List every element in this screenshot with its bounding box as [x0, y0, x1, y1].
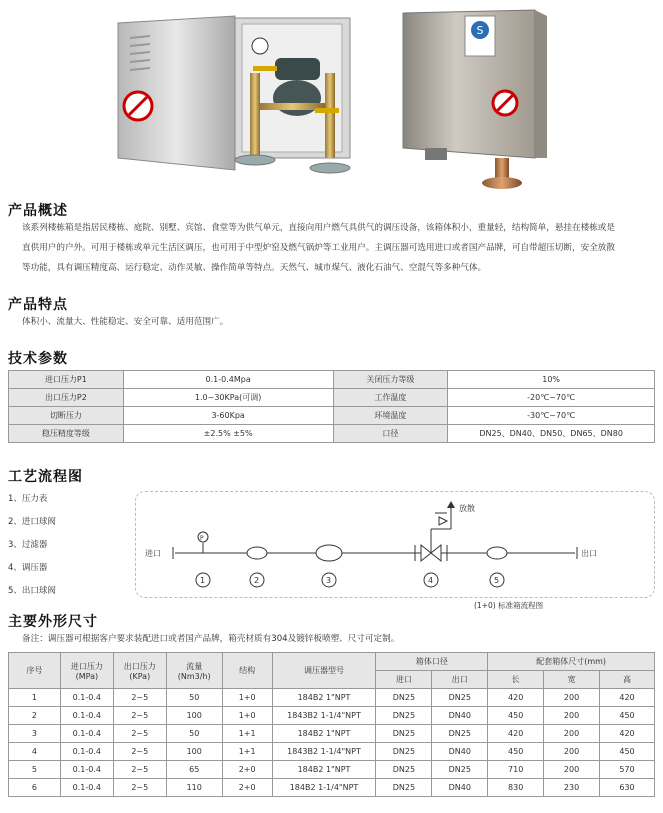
table-cell: 0.1-0.4 — [60, 725, 113, 743]
spec-value: 1.0~30KPa(可调) — [123, 389, 333, 407]
table-cell: 420 — [600, 689, 655, 707]
table-cell: 200 — [544, 707, 600, 725]
spec-label: 口径 — [333, 425, 448, 443]
table-cell: 110 — [166, 779, 222, 797]
table-cell: 450 — [600, 707, 655, 725]
col-header-port: 箱体口径 — [376, 653, 488, 671]
spec-label: 出口压力P2 — [9, 389, 124, 407]
flow-num: 2 — [254, 576, 260, 585]
table-row — [9, 743, 655, 761]
col-header-height: 高 — [600, 671, 655, 689]
spec-value: ±2.5% ±5% — [123, 425, 333, 443]
flow-vent-label: 放散 — [459, 504, 475, 513]
table-cell: 2~5 — [113, 707, 166, 725]
col-header-flow: 流量 (Nm3/h) — [166, 653, 222, 689]
table-cell: 100 — [166, 743, 222, 761]
col-header-outlet-pressure: 出口压力 (KPa) — [113, 653, 166, 689]
flow-num: 1 — [200, 576, 206, 585]
table-cell: DN25 — [432, 761, 488, 779]
table-cell: 420 — [488, 725, 544, 743]
spec-value: DN25、DN40、DN50、DN65、DN80 — [448, 425, 655, 443]
col-header-size: 配套箱体尺寸(mm) — [488, 653, 655, 671]
closed-cabinet-photo — [395, 8, 555, 193]
flow-inlet-label: 进口 — [145, 549, 161, 558]
table-cell: 2+0 — [222, 779, 272, 797]
features-text: 体积小、流量大、性能稳定、安全可靠、适用范围广。 — [22, 317, 229, 327]
overview-line: 该系列楼栋箱是指居民楼栋、庭院、别墅、宾馆、食堂等为供气单元，直接向用户燃气具供气的调压设备，该箱体积小，重量轻，结构简单，悬挂在楼栋或是 — [22, 223, 615, 233]
col-header-port-in: 进口 — [376, 671, 432, 689]
table-cell: 450 — [488, 743, 544, 761]
table-cell: 2~5 — [113, 761, 166, 779]
specs-title: 技术参数 — [8, 351, 68, 367]
specs-table — [8, 370, 655, 443]
table-cell: 200 — [544, 725, 600, 743]
gauge-symbol: P — [200, 535, 204, 542]
table-cell: DN25 — [432, 725, 488, 743]
col-header-inlet-pressure: 进口压力 (MPa) — [60, 653, 113, 689]
table-row — [9, 389, 655, 407]
flow-num: 4 — [428, 576, 434, 585]
table-cell: 450 — [600, 743, 655, 761]
features-title: 产品特点 — [8, 297, 68, 313]
col-header-model: 调压器型号 — [272, 653, 376, 689]
table-cell: 200 — [544, 689, 600, 707]
table-cell: DN40 — [432, 779, 488, 797]
spec-value: 10% — [448, 371, 655, 389]
table-cell: 184B2 1"NPT — [272, 725, 376, 743]
open-cabinet-photo — [110, 8, 360, 183]
table-row — [9, 779, 655, 797]
table-cell: 0.1-0.4 — [60, 779, 113, 797]
legend-item: 2、进口球阀 — [8, 517, 56, 527]
table-cell: 50 — [166, 725, 222, 743]
table-cell: 184B2 1"NPT — [272, 761, 376, 779]
legend-item: 4、调压器 — [8, 563, 48, 573]
spec-label: 进口压力P1 — [9, 371, 124, 389]
table-cell: DN25 — [376, 779, 432, 797]
table-row — [9, 407, 655, 425]
flow-caption: (1+0) 标准箱流程图 — [474, 601, 544, 610]
table-cell: 184B2 1"NPT — [272, 689, 376, 707]
col-header-structure: 结构 — [222, 653, 272, 689]
spec-value: 0.1-0.4Mpa — [123, 371, 333, 389]
table-cell: DN25 — [376, 743, 432, 761]
table-cell: 1+0 — [222, 707, 272, 725]
table-cell: DN25 — [376, 689, 432, 707]
table-cell: 710 — [488, 761, 544, 779]
spec-value: -30℃~70℃ — [448, 407, 655, 425]
table-cell: 1 — [9, 689, 61, 707]
table-cell: 65 — [166, 761, 222, 779]
table-cell: 2~5 — [113, 743, 166, 761]
table-cell: 3 — [9, 725, 61, 743]
table-cell: DN25 — [432, 689, 488, 707]
flow-num: 3 — [326, 576, 332, 585]
overview-title: 产品概述 — [8, 203, 68, 219]
table-cell: 1+1 — [222, 743, 272, 761]
table-cell: 0.1-0.4 — [60, 689, 113, 707]
table-cell: DN40 — [432, 707, 488, 725]
table-cell: 230 — [544, 779, 600, 797]
table-row — [9, 425, 655, 443]
table-cell: 2+0 — [222, 761, 272, 779]
table-row — [9, 689, 655, 707]
spec-label: 切断压力 — [9, 407, 124, 425]
table-cell: 2~5 — [113, 725, 166, 743]
table-cell: 200 — [544, 761, 600, 779]
table-cell: 100 — [166, 707, 222, 725]
col-header-no: 序号 — [9, 653, 61, 689]
table-cell: 200 — [544, 743, 600, 761]
spec-label: 环境温度 — [333, 407, 448, 425]
table-cell: 450 — [488, 707, 544, 725]
table-cell: 1+1 — [222, 725, 272, 743]
table-cell: 830 — [488, 779, 544, 797]
legend-item: 5、出口球阀 — [8, 586, 56, 596]
dimensions-title: 主要外形尺寸 — [8, 614, 98, 630]
table-cell: 1843B2 1-1/4"NPT — [272, 707, 376, 725]
spec-label: 稳压精度等级 — [9, 425, 124, 443]
dimensions-note: 备注：调压器可根据客户要求装配进口或者国产品牌，箱壳材质有304及镀锌板喷塑、尺寸可定制。 — [22, 634, 400, 644]
table-cell: DN25 — [376, 761, 432, 779]
table-cell: DN40 — [432, 743, 488, 761]
overview-text — [22, 218, 657, 278]
table-cell: 1843B2 1-1/4"NPT — [272, 743, 376, 761]
svg-text:S: S — [476, 24, 484, 37]
table-cell: 0.1-0.4 — [60, 761, 113, 779]
flow-num: 5 — [494, 576, 500, 585]
table-row — [9, 707, 655, 725]
table-cell: 630 — [600, 779, 655, 797]
table-cell: 184B2 1-1/4"NPT — [272, 779, 376, 797]
table-cell: 1+0 — [222, 689, 272, 707]
table-cell: 4 — [9, 743, 61, 761]
table-cell: DN25 — [376, 725, 432, 743]
table-row — [9, 761, 655, 779]
col-header-length: 长 — [488, 671, 544, 689]
table-cell: 0.1-0.4 — [60, 707, 113, 725]
flow-diagram — [135, 491, 653, 596]
table-row — [9, 725, 655, 743]
legend-item: 1、压力表 — [8, 494, 48, 504]
table-cell: 2 — [9, 707, 61, 725]
spec-label: 关闭压力等级 — [333, 371, 448, 389]
spec-value: 3-60Kpa — [123, 407, 333, 425]
table-cell: 6 — [9, 779, 61, 797]
spec-label: 工作温度 — [333, 389, 448, 407]
table-cell: 2~5 — [113, 689, 166, 707]
flow-outlet-label: 出口 — [581, 549, 597, 558]
table-cell: 5 — [9, 761, 61, 779]
table-cell: 420 — [488, 689, 544, 707]
table-cell: 420 — [600, 725, 655, 743]
dimensions-table — [8, 652, 655, 797]
table-row — [9, 371, 655, 389]
vent-arrow-icon — [447, 501, 455, 508]
table-cell: 2~5 — [113, 779, 166, 797]
table-cell: 0.1-0.4 — [60, 743, 113, 761]
table-header-row — [9, 653, 655, 671]
table-cell: 570 — [600, 761, 655, 779]
legend-item: 3、过滤器 — [8, 540, 48, 550]
table-cell: 50 — [166, 689, 222, 707]
process-title: 工艺流程图 — [8, 469, 83, 485]
overview-line: 直供用户的户外。可用于楼栋或单元生活区调压，也可用于中型炉窑及燃气锅炉等工业用户。主调压器可选用进口或者国产品牌，可自带超压切断，安全放散 — [22, 243, 615, 253]
overview-line: 等功能，具有调压精度高、运行稳定、动作灵敏、操作简单等特点。天然气、城市煤气、液化石油气、空混气等多种气体。 — [22, 263, 487, 273]
col-header-width: 宽 — [544, 671, 600, 689]
spec-value: -20℃~70℃ — [448, 389, 655, 407]
table-cell: DN25 — [376, 707, 432, 725]
col-header-port-out: 出口 — [432, 671, 488, 689]
